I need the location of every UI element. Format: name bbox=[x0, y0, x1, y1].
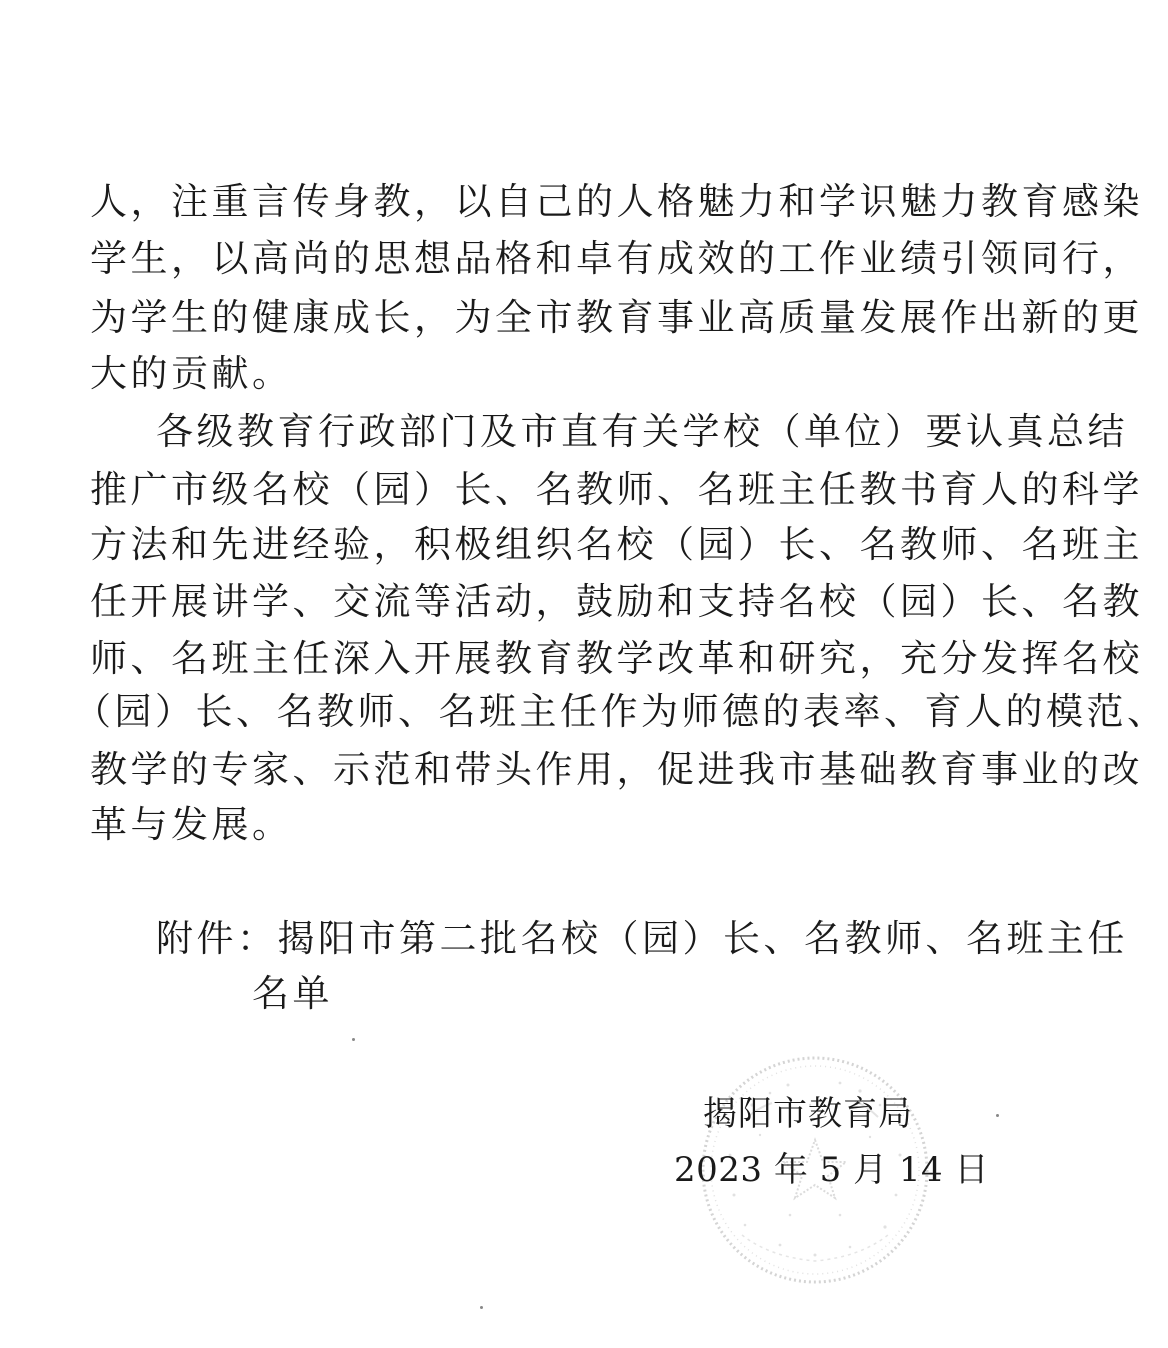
para2-line-1: 各级教育行政部门及市直有关学校（单位）要认真总结 bbox=[156, 410, 1128, 453]
para2-line-8: 革与发展。 bbox=[90, 803, 293, 846]
scan-speck bbox=[996, 1114, 999, 1117]
para1-line-2: 学生，以高尚的思想品格和卓有成效的工作业绩引领同行， bbox=[90, 237, 1143, 280]
attachment-line-1: 附件：揭阳市第二批名校（园）长、名教师、名班主任 bbox=[156, 917, 1128, 960]
para2-line-7: 教学的专家、示范和带头作用，促进我市基础教育事业的改 bbox=[90, 748, 1143, 791]
para2-line-6: （园）长、名教师、名班主任作为师德的表率、育人的模范、 bbox=[74, 690, 1168, 733]
para2-line-2: 推广市级名校（园）长、名教师、名班主任教书育人的科学 bbox=[90, 468, 1143, 511]
attachment-line-2: 名单 bbox=[252, 972, 333, 1015]
signature-org: 揭阳市教育局 bbox=[703, 1094, 913, 1134]
para2-line-5: 师、名班主任深入开展教育教学改革和研究，充分发挥名校 bbox=[90, 637, 1143, 680]
para2-line-4: 任开展讲学、交流等活动，鼓励和支持名校（园）长、名教 bbox=[90, 580, 1143, 623]
para1-line-4: 大的贡献。 bbox=[90, 352, 293, 395]
para2-line-3: 方法和先进经验，积极组织名校（园）长、名教师、名班主 bbox=[90, 523, 1143, 566]
signature-date: 2023 年 5 月 14 日 bbox=[674, 1150, 989, 1190]
scan-speck bbox=[352, 1038, 355, 1041]
scan-speck bbox=[480, 1306, 483, 1309]
para1-line-1: 人，注重言传身教，以自己的人格魅力和学识魅力教育感染 bbox=[90, 180, 1143, 223]
para1-line-3: 为学生的健康成长，为全市教育事业高质量发展作出新的更 bbox=[90, 296, 1143, 339]
